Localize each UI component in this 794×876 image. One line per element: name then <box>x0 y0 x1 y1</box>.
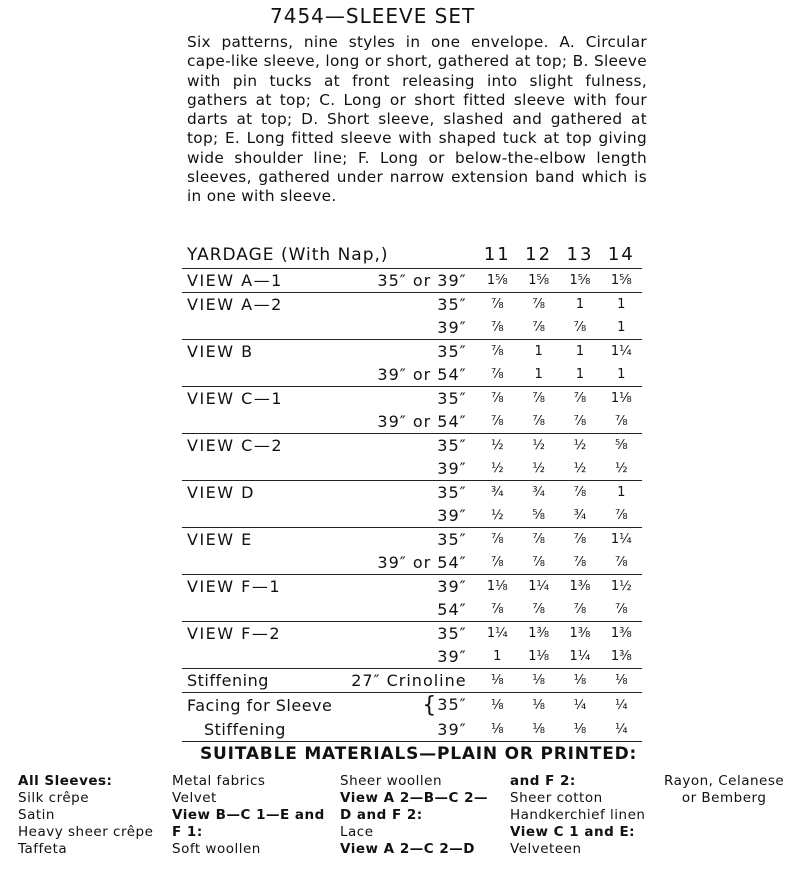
materials-column-5 <box>664 773 784 807</box>
yardage-value: 1⅝ <box>518 269 559 293</box>
yardage-header-row <box>182 241 642 269</box>
yardage-value: ⅞ <box>559 387 600 411</box>
yardage-value: ⅞ <box>532 602 545 617</box>
table-row <box>182 575 642 599</box>
yardage-value: ⅞ <box>477 340 518 364</box>
yardage-value: ⅞ <box>615 602 628 617</box>
yardage-value: ⅞ <box>490 414 504 429</box>
table-row <box>182 504 642 528</box>
row-label: VIEW A—1 <box>182 269 334 293</box>
pattern-description: Six patterns, nine styles in one envelope. A. Circular cape-like sleeve, long or short, gathered at top; B. Sleeve with pin tucks at front releasing into slight fulness, gathers at top; C. Long or short fitted sleeve with four darts at top; D. Short sleeve, slashed and gathered at top; E. Long fitted sleeve with shaped tuck at top giving wide shoulder line; F. Long or below-the-elbow length sleeves, gathered under narrow extension band which is in one with sleeve. <box>187 33 647 206</box>
table-row <box>182 363 642 387</box>
materials-item: Rayon, Celanese <box>664 773 785 789</box>
yardage-value: 1⅜ <box>559 622 600 646</box>
materials-column-4 <box>510 773 645 858</box>
materials-item: Soft woollen <box>172 841 261 857</box>
table-row <box>182 387 642 411</box>
yardage-value: ¼ <box>559 693 600 719</box>
yardage-value: 1⅜ <box>518 622 559 646</box>
row-label <box>182 598 334 622</box>
table-row <box>182 645 642 669</box>
table-row <box>182 669 642 693</box>
yardage-value: 1 <box>617 320 626 335</box>
materials-item: View A 2—B—C 2— <box>340 790 488 806</box>
fabric-width: 54″ <box>437 600 467 619</box>
yardage-value: ½ <box>532 461 545 476</box>
yardage-value: 1½ <box>601 575 642 599</box>
row-label <box>182 645 334 669</box>
table-row <box>182 340 642 364</box>
yardage-value: ⅞ <box>490 367 504 382</box>
materials-item: Metal fabrics <box>172 773 266 789</box>
fabric-width <box>334 693 477 719</box>
fabric-width: 39″ <box>437 506 467 525</box>
materials-item: Heavy sheer crêpe <box>18 824 154 840</box>
yardage-value: ⅛ <box>518 669 559 693</box>
yardage-value: ½ <box>477 434 518 458</box>
fabric-width: 39″ or 54″ <box>377 553 467 572</box>
fabric-width: 39″ <box>437 459 467 478</box>
fabric-width: 35″ <box>334 387 477 411</box>
fabric-width: 27″ Crinoline <box>334 669 477 693</box>
yardage-value: ⅞ <box>490 320 504 335</box>
materials-column-2 <box>172 773 325 858</box>
yardage-value: 1¼ <box>569 649 591 664</box>
yardage-value: 1⅝ <box>477 269 518 293</box>
yardage-value: 1⅛ <box>477 575 518 599</box>
materials-item: Lace <box>340 824 374 840</box>
yardage-value: 1⅝ <box>601 269 642 293</box>
yardage-value: ⅞ <box>490 602 504 617</box>
yardage-value: ⅞ <box>532 414 545 429</box>
row-label <box>182 410 334 434</box>
yardage-value: 1 <box>617 367 626 382</box>
fabric-width: 35″ <box>334 340 477 364</box>
yardage-value: ⅞ <box>477 528 518 552</box>
table-row <box>182 269 642 293</box>
fabric-width-value: 35″ <box>437 695 467 714</box>
yardage-value: 1 <box>534 367 543 382</box>
row-label <box>182 363 334 387</box>
materials-heading: SUITABLE MATERIALS—PLAIN OR PRINTED: <box>200 744 638 764</box>
table-row <box>182 410 642 434</box>
yardage-value: ⅝ <box>532 508 545 523</box>
fabric-width: 35″ <box>334 434 477 458</box>
table-row <box>182 693 642 719</box>
yardage-value: 1 <box>518 340 559 364</box>
fabric-width: 35″ <box>334 481 477 505</box>
yardage-value: 1 <box>559 293 600 317</box>
row-label: Stiffening <box>182 669 334 693</box>
fabric-width: 39″ <box>437 318 467 337</box>
materials-item: F 1: <box>172 824 203 840</box>
yardage-value: ⅛ <box>518 718 559 742</box>
yardage-value: ⅞ <box>532 320 545 335</box>
materials-item: Velveteen <box>510 841 582 857</box>
row-label: Facing for Sleeve <box>182 693 334 719</box>
yardage-value: 1⅜ <box>559 575 600 599</box>
materials-column-3 <box>340 773 488 858</box>
yardage-value: ⅛ <box>477 693 518 719</box>
yardage-value: ⅞ <box>477 293 518 317</box>
yardage-value: ½ <box>490 508 504 523</box>
fabric-width: 39″ <box>437 647 467 666</box>
materials-column-1 <box>18 773 153 858</box>
yardage-value: ⅛ <box>601 669 642 693</box>
yardage-value: ⅞ <box>573 602 587 617</box>
row-label <box>182 504 334 528</box>
yardage-value: ¾ <box>573 508 587 523</box>
yardage-value: ⅞ <box>559 528 600 552</box>
fabric-width: 35″ <box>334 293 477 317</box>
fabric-width: 39″ <box>334 718 477 742</box>
yardage-value: ¼ <box>601 718 642 742</box>
table-row <box>182 434 642 458</box>
yardage-value: 1⅛ <box>528 649 550 664</box>
yardage-value: ¾ <box>477 481 518 505</box>
yardage-value: ⅛ <box>518 693 559 719</box>
yardage-value: ⅞ <box>532 555 545 570</box>
pattern-title: 7454—SLEEVE SET <box>270 4 476 28</box>
row-label <box>182 457 334 481</box>
yardage-value: 1 <box>559 340 600 364</box>
materials-item: D and F 2: <box>340 807 423 823</box>
yardage-value: ½ <box>518 434 559 458</box>
yardage-value: ⅞ <box>518 387 559 411</box>
yardage-header-label: YARDAGE (With Nap,) <box>187 244 389 265</box>
yardage-value: 1 <box>575 367 585 382</box>
yardage-value: ⅞ <box>573 555 587 570</box>
yardage-value: 1⅛ <box>601 387 642 411</box>
row-label: VIEW F—1 <box>182 575 334 599</box>
yardage-value: ⅞ <box>615 555 628 570</box>
yardage-value: 1⅜ <box>610 649 632 664</box>
size-14-header: 14 <box>607 244 635 265</box>
row-label: VIEW B <box>182 340 334 364</box>
size-12-header: 12 <box>525 244 553 265</box>
yardage-value: 1¼ <box>477 622 518 646</box>
yardage-value: ½ <box>573 461 587 476</box>
brace-top: { <box>422 693 438 718</box>
yardage-table <box>182 241 642 742</box>
table-row <box>182 551 642 575</box>
yardage-value: ½ <box>615 461 628 476</box>
row-label <box>182 551 334 575</box>
yardage-value: ⅞ <box>573 414 587 429</box>
yardage-value: ⅞ <box>477 387 518 411</box>
materials-item: and F 2: <box>510 773 576 789</box>
fabric-width: 39″ or 54″ <box>377 412 467 431</box>
yardage-value: ⅞ <box>573 320 587 335</box>
size-13-header: 13 <box>566 244 594 265</box>
row-label: Stiffening <box>182 718 334 742</box>
fabric-width: 39″ <box>334 575 477 599</box>
yardage-value: ½ <box>559 434 600 458</box>
yardage-value: ⅞ <box>615 414 628 429</box>
table-row <box>182 316 642 340</box>
yardage-value: ¾ <box>518 481 559 505</box>
materials-item: All Sleeves: <box>18 773 113 789</box>
yardage-value: ⅝ <box>601 434 642 458</box>
yardage-value: 1 <box>601 481 642 505</box>
materials-item: Taffeta <box>18 841 68 857</box>
row-label: VIEW C—1 <box>182 387 334 411</box>
materials-item: Silk crêpe <box>18 790 90 806</box>
fabric-width: 35″ <box>334 622 477 646</box>
table-row <box>182 293 642 317</box>
table-row <box>182 457 642 481</box>
yardage-value: 1 <box>601 293 642 317</box>
yardage-value: ¼ <box>601 693 642 719</box>
row-label: VIEW C—2 <box>182 434 334 458</box>
yardage-value: 1 <box>493 649 502 664</box>
yardage-value: 1¼ <box>601 340 642 364</box>
table-row <box>182 622 642 646</box>
fabric-width: 35″ <box>334 528 477 552</box>
yardage-value: 1⅜ <box>601 622 642 646</box>
size-11-header: 11 <box>483 244 511 265</box>
yardage-value: ⅛ <box>477 669 518 693</box>
yardage-value: ⅞ <box>615 508 628 523</box>
row-label: VIEW A—2 <box>182 293 334 317</box>
row-label: VIEW F—2 <box>182 622 334 646</box>
yardage-value: ⅞ <box>518 528 559 552</box>
table-row <box>182 598 642 622</box>
materials-item: Velvet <box>172 790 217 806</box>
materials-item: Satin <box>18 807 55 823</box>
yardage-value: ⅞ <box>518 293 559 317</box>
yardage-value: ⅞ <box>490 555 504 570</box>
materials-item: View C 1 and E: <box>510 824 636 840</box>
yardage-value: 1¼ <box>601 528 642 552</box>
materials-item: Sheer woollen <box>340 773 443 789</box>
yardage-value: ⅛ <box>559 669 600 693</box>
row-label <box>182 316 334 340</box>
fabric-width: 35″ or 39″ <box>334 269 477 293</box>
yardage-value: ⅛ <box>477 718 518 742</box>
materials-item: or Bemberg <box>681 790 767 806</box>
yardage-value: ⅛ <box>559 718 600 742</box>
materials-item: View A 2—C 2—D <box>340 841 475 857</box>
yardage-value: 1¼ <box>518 575 559 599</box>
materials-item: View B—C 1—E and <box>172 807 325 823</box>
yardage-value: 1⅝ <box>559 269 600 293</box>
materials-item: Sheer cotton <box>510 790 603 806</box>
table-row <box>182 528 642 552</box>
yardage-value: ½ <box>490 461 504 476</box>
yardage-value: ⅞ <box>559 481 600 505</box>
row-label: VIEW D <box>182 481 334 505</box>
materials-item: Handkerchief linen <box>510 807 646 823</box>
row-label: VIEW E <box>182 528 334 552</box>
table-row <box>182 481 642 505</box>
table-row <box>182 718 642 742</box>
fabric-width: 39″ or 54″ <box>377 365 467 384</box>
